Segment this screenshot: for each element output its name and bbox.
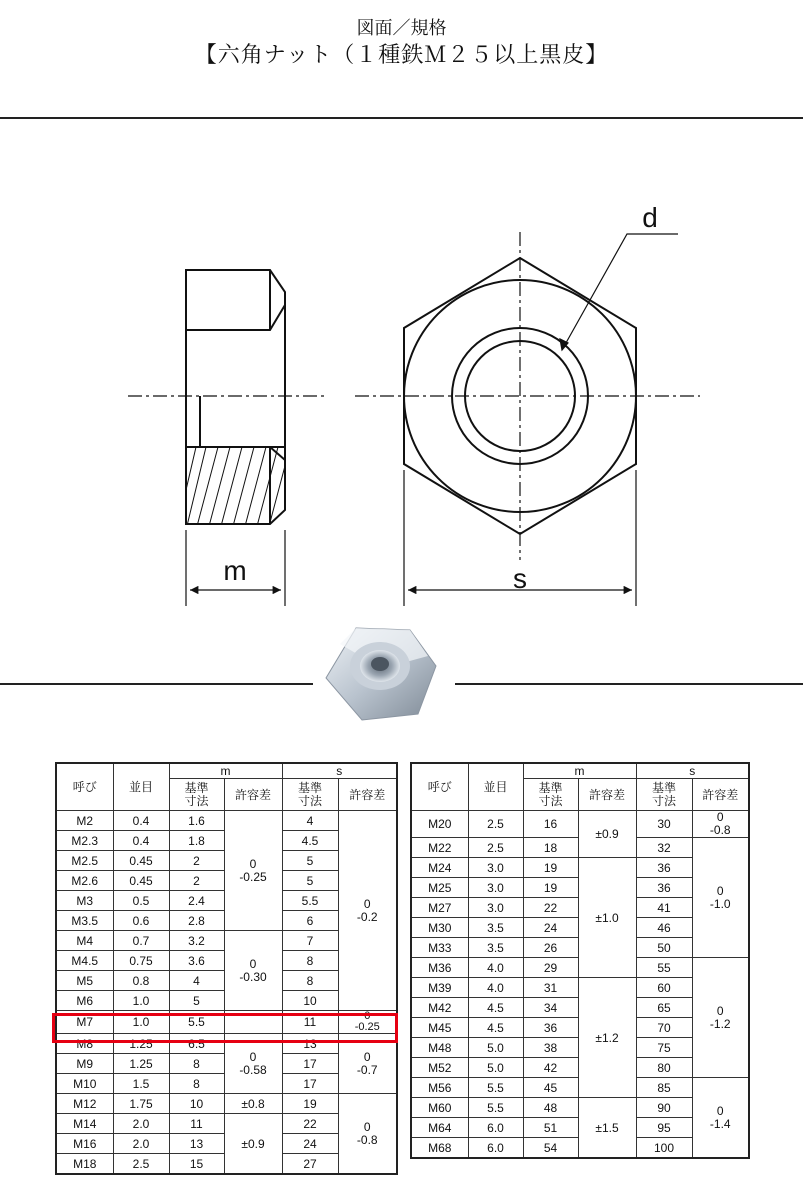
cell-yobi: M22 (411, 838, 468, 858)
cell-yobi: M9 (56, 1054, 113, 1074)
cell-m-kijun: 48 (523, 1098, 578, 1118)
header-namime: 並目 (113, 763, 169, 811)
cell-s-kijun: 46 (636, 918, 692, 938)
cell-yobi: M14 (56, 1114, 113, 1134)
cell-s-kijun: 27 (282, 1154, 338, 1175)
cell-yobi: M6 (56, 991, 113, 1011)
left-table-body (56, 811, 397, 1175)
cell-s-kijun: 7 (282, 931, 338, 951)
cell-yobi: M25 (411, 878, 468, 898)
cell-yobi: M2.3 (56, 831, 113, 851)
cell-namime: 4.0 (468, 958, 523, 978)
right-table-body (411, 811, 749, 1159)
technical-drawing (0, 120, 803, 620)
cell-yobi: M52 (411, 1058, 468, 1078)
cell-yobi: M68 (411, 1138, 468, 1159)
cell-s-kijun: 5.5 (282, 891, 338, 911)
header-s: s (282, 763, 397, 779)
cell-s-kijun: 65 (636, 998, 692, 1018)
cell-yobi: M56 (411, 1078, 468, 1098)
cell-m-kijun: 10 (169, 1094, 224, 1114)
cell-m-kijun: 1.6 (169, 811, 224, 831)
cell-namime: 2.0 (113, 1134, 169, 1154)
cell-yobi: M8 (56, 1034, 113, 1054)
cell-namime: 3.5 (468, 938, 523, 958)
cell-s-kijun: 85 (636, 1078, 692, 1098)
s-tol-group-b: 0 -1.0 (692, 838, 749, 958)
m-tol-group-d: ±1.5 (578, 1098, 636, 1159)
s-tol-group-a: 0 -0.2 (338, 811, 397, 1011)
cell-s-kijun: 6 (282, 911, 338, 931)
cell-namime: 1.25 (113, 1034, 169, 1054)
page-title: 【六角ナット（１種鉄Ｍ２５以上黒皮】 (194, 43, 609, 68)
cell-namime: 1.0 (113, 1011, 169, 1034)
cell-namime: 1.5 (113, 1074, 169, 1094)
cell-s-kijun: 100 (636, 1138, 692, 1159)
cell-namime: 4.5 (468, 998, 523, 1018)
cell-namime: 3.0 (468, 878, 523, 898)
cell-m-kijun: 26 (523, 938, 578, 958)
cell-yobi: M33 (411, 938, 468, 958)
cell-m-kijun: 24 (523, 918, 578, 938)
cell-s-kijun: 24 (282, 1134, 338, 1154)
table-row (56, 1094, 397, 1114)
cell-m-kijun: 31 (523, 978, 578, 998)
m-tol-group-d: ±0.8 (224, 1094, 282, 1114)
cell-namime: 6.0 (468, 1138, 523, 1159)
header-s-kijun: 基準寸法 (282, 779, 338, 811)
cell-m-kijun: 22 (523, 898, 578, 918)
cell-m-kijun: 19 (523, 878, 578, 898)
cell-namime: 1.75 (113, 1094, 169, 1114)
cell-m-kijun: 11 (169, 1114, 224, 1134)
cell-namime: 0.75 (113, 951, 169, 971)
cell-yobi: M30 (411, 918, 468, 938)
cell-m-kijun: 3.6 (169, 951, 224, 971)
cell-namime: 5.0 (468, 1058, 523, 1078)
cell-m-kijun: 4 (169, 971, 224, 991)
cell-namime: 0.4 (113, 811, 169, 831)
cell-yobi: M20 (411, 811, 468, 838)
cell-namime: 1.25 (113, 1054, 169, 1074)
cell-m-kijun: 16 (523, 811, 578, 838)
cell-m-kijun: 34 (523, 998, 578, 1018)
cell-m-kijun: 5.5 (169, 1011, 224, 1034)
label-d: d (642, 202, 658, 233)
cell-m-kijun: 45 (523, 1078, 578, 1098)
header-m-kyoyosa: 許容差 (224, 779, 282, 811)
cell-yobi: M64 (411, 1118, 468, 1138)
cell-namime: 5.5 (468, 1098, 523, 1118)
cell-s-kijun: 8 (282, 951, 338, 971)
cell-m-kijun: 19 (523, 858, 578, 878)
cell-namime: 2.5 (113, 1154, 169, 1175)
cell-s-kijun: 17 (282, 1054, 338, 1074)
cell-yobi: M3.5 (56, 911, 113, 931)
cell-namime: 3.0 (468, 898, 523, 918)
cell-yobi: M48 (411, 1038, 468, 1058)
cell-yobi: M24 (411, 858, 468, 878)
cell-namime: 6.0 (468, 1118, 523, 1138)
header-s: s (636, 763, 749, 779)
cell-s-kijun: 17 (282, 1074, 338, 1094)
header-m-kijun: 基準寸法 (169, 779, 224, 811)
cell-yobi: M4 (56, 931, 113, 951)
cell-yobi: M4.5 (56, 951, 113, 971)
header-m-kyoyosa: 許容差 (578, 779, 636, 811)
table-row (56, 811, 397, 831)
cell-m-kijun: 8 (169, 1054, 224, 1074)
cell-m-kijun: 6.5 (169, 1034, 224, 1054)
cell-namime: 4.0 (468, 978, 523, 998)
cell-m-kijun: 2 (169, 851, 224, 871)
header-yobi: 呼び (411, 763, 468, 811)
cell-namime: 0.5 (113, 891, 169, 911)
cell-m-kijun: 5 (169, 991, 224, 1011)
center-lines (128, 232, 700, 560)
cell-m-kijun: 42 (523, 1058, 578, 1078)
cell-m-kijun: 2 (169, 871, 224, 891)
spec-table-left (55, 762, 398, 1175)
cell-s-kijun: 70 (636, 1018, 692, 1038)
cell-s-kijun: 5 (282, 851, 338, 871)
cell-s-kijun: 95 (636, 1118, 692, 1138)
s-tol-group-c: 0 -1.2 (692, 958, 749, 1078)
s-tol-group-d: 0 -0.8 (338, 1094, 397, 1175)
s-tol-group-d: 0 -1.4 (692, 1078, 749, 1159)
dimension-lines (186, 234, 678, 606)
header-yobi: 呼び (56, 763, 113, 811)
cell-m-kijun: 54 (523, 1138, 578, 1159)
cell-yobi: M18 (56, 1154, 113, 1175)
cell-namime: 4.5 (468, 1018, 523, 1038)
s-tol-group-a: 0 -0.8 (692, 811, 749, 838)
m-tol-group-b: 0 -0.30 (224, 931, 282, 1011)
cell-s-kijun: 5 (282, 871, 338, 891)
cell-namime: 0.7 (113, 931, 169, 951)
cell-namime: 2.0 (113, 1114, 169, 1134)
cell-namime: 0.8 (113, 971, 169, 991)
cell-yobi: M12 (56, 1094, 113, 1114)
cell-s-kijun: 30 (636, 811, 692, 838)
cell-s-kijun: 10 (282, 991, 338, 1011)
cell-yobi: M39 (411, 978, 468, 998)
table-row (411, 811, 749, 838)
cell-m-kijun: 29 (523, 958, 578, 978)
m-tol-group-a: ±0.9 (578, 811, 636, 858)
header-namime: 並目 (468, 763, 523, 811)
cell-namime: 0.6 (113, 911, 169, 931)
cell-m-kijun: 36 (523, 1018, 578, 1038)
mid-divider-left (0, 683, 313, 685)
cell-namime: 3.5 (468, 918, 523, 938)
cell-m-kijun: 2.8 (169, 911, 224, 931)
cell-s-kijun: 60 (636, 978, 692, 998)
cell-s-kijun: 19 (282, 1094, 338, 1114)
cell-m-kijun: 8 (169, 1074, 224, 1094)
cell-namime: 2.5 (468, 838, 523, 858)
cell-yobi: M45 (411, 1018, 468, 1038)
cell-m-kijun: 13 (169, 1134, 224, 1154)
cell-yobi: M36 (411, 958, 468, 978)
header-m: m (169, 763, 282, 779)
title-subheading: 図面／規格 (356, 18, 447, 39)
cell-s-kijun: 75 (636, 1038, 692, 1058)
highlight-m7-row (52, 1013, 398, 1043)
m-tol-group-a: 0 -0.25 (224, 811, 282, 931)
spec-table-right (410, 762, 750, 1159)
cell-yobi: M16 (56, 1134, 113, 1154)
cell-yobi: M2.6 (56, 871, 113, 891)
m-tol-group-b: ±1.0 (578, 858, 636, 978)
cell-m-kijun: 2.4 (169, 891, 224, 911)
nut-product-image (318, 622, 442, 726)
cell-s-kijun: 90 (636, 1098, 692, 1118)
cell-s-kijun: 41 (636, 898, 692, 918)
cell-namime: 1.0 (113, 991, 169, 1011)
m-tol-group-c: 0 -0.58 (224, 1034, 282, 1094)
cell-s-kijun: 22 (282, 1114, 338, 1134)
cell-namime: 3.0 (468, 858, 523, 878)
m-tol-group-e: ±0.9 (224, 1114, 282, 1175)
cell-namime: 0.45 (113, 851, 169, 871)
label-s: s (513, 563, 527, 594)
cell-yobi: M2.5 (56, 851, 113, 871)
header-s-kijun: 基準寸法 (636, 779, 692, 811)
label-m: m (223, 555, 247, 586)
cell-s-kijun: 4.5 (282, 831, 338, 851)
cell-yobi: M10 (56, 1074, 113, 1094)
cell-yobi: M27 (411, 898, 468, 918)
cell-s-kijun: 80 (636, 1058, 692, 1078)
s-tol-group-b: 0 -0.25 (338, 1011, 397, 1034)
cell-s-kijun: 32 (636, 838, 692, 858)
cell-namime: 5.0 (468, 1038, 523, 1058)
cell-s-kijun: 50 (636, 938, 692, 958)
cell-s-kijun: 8 (282, 971, 338, 991)
header-s-kyoyosa: 許容差 (692, 779, 749, 811)
cell-s-kijun: 11 (282, 1011, 338, 1034)
cell-yobi: M42 (411, 998, 468, 1018)
cell-yobi: M60 (411, 1098, 468, 1118)
cell-s-kijun: 36 (636, 878, 692, 898)
cell-m-kijun: 51 (523, 1118, 578, 1138)
header-m: m (523, 763, 636, 779)
s-tol-group-c: 0 -0.7 (338, 1034, 397, 1094)
mid-divider-right (455, 683, 803, 685)
cell-m-kijun: 38 (523, 1038, 578, 1058)
m-tol-group-c: ±1.2 (578, 978, 636, 1098)
cell-yobi: M7 (56, 1011, 113, 1034)
cell-m-kijun: 18 (523, 838, 578, 858)
cell-namime: 0.45 (113, 871, 169, 891)
cell-namime: 0.4 (113, 831, 169, 851)
cell-yobi: M5 (56, 971, 113, 991)
side-view (186, 270, 285, 524)
header-s-kyoyosa: 許容差 (338, 779, 397, 811)
cell-m-kijun: 1.8 (169, 831, 224, 851)
cell-namime: 5.5 (468, 1078, 523, 1098)
cell-m-kijun: 3.2 (169, 931, 224, 951)
top-divider (0, 117, 803, 119)
thread-hatch (186, 447, 290, 530)
cell-s-kijun: 36 (636, 858, 692, 878)
cell-yobi: M3 (56, 891, 113, 911)
cell-s-kijun: 13 (282, 1034, 338, 1054)
cell-s-kijun: 55 (636, 958, 692, 978)
cell-m-kijun: 15 (169, 1154, 224, 1175)
cell-s-kijun: 4 (282, 811, 338, 831)
cell-namime: 2.5 (468, 811, 523, 838)
header-m-kijun: 基準寸法 (523, 779, 578, 811)
cell-yobi: M2 (56, 811, 113, 831)
